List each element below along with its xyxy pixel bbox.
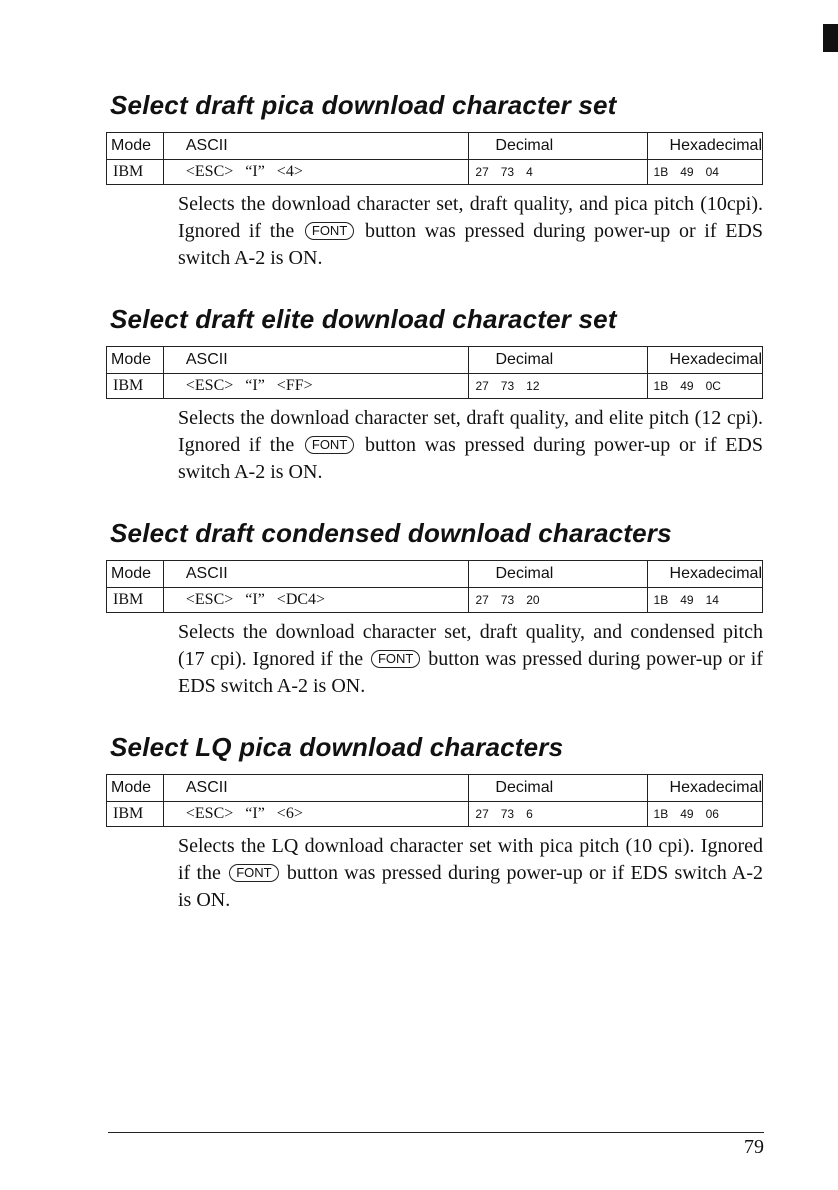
table-row	[107, 160, 763, 185]
header-decimal: Decimal	[469, 133, 647, 160]
table-header-row	[107, 561, 763, 588]
cell-ascii: <ESC> “I” <4>	[163, 160, 469, 185]
cell-ascii: <ESC> “I” <DC4>	[163, 588, 469, 613]
table-row	[107, 802, 763, 827]
header-hex: Hexadecimal	[647, 775, 762, 802]
header-hex: Hexadecimal	[647, 133, 762, 160]
header-decimal: Decimal	[469, 775, 647, 802]
header-ascii: ASCII	[163, 347, 469, 374]
font-button-icon: FONT	[305, 222, 354, 240]
section-heading: Select LQ pica download characters	[110, 732, 564, 762]
table-row	[107, 588, 763, 613]
cell-ascii: <ESC> “I” <FF>	[163, 374, 469, 399]
corner-mark	[823, 24, 838, 52]
font-button-icon: FONT	[229, 864, 278, 882]
section-heading: Select draft condensed download characters	[110, 518, 672, 548]
header-ascii: ASCII	[163, 133, 469, 160]
cell-decimal: 27 73 6	[469, 802, 647, 827]
table-header-row	[107, 133, 763, 160]
header-mode: Mode	[107, 347, 164, 374]
cell-mode: IBM	[107, 374, 164, 399]
cell-decimal: 27 73 20	[469, 588, 647, 613]
table-header-row	[107, 775, 763, 802]
header-decimal: Decimal	[469, 561, 647, 588]
cell-hex: 1B 49 06	[647, 802, 762, 827]
cell-hex: 1B 49 04	[647, 160, 762, 185]
section-description: Selects the download character set, draft quality, and condensed pitch (17 cpi). Ignored if the FONT button was pressed during power-up or if EDS switch A-2 is ON.	[178, 621, 763, 697]
footer-rule	[108, 1132, 764, 1133]
cell-decimal: 27 73 4	[469, 160, 647, 185]
section-description: Selects the download character set, draft quality, and elite pitch (12 cpi). Ignored if the FONT button was pressed during power-up or if EDS switch A-2 is ON.	[178, 407, 763, 483]
font-button-icon: FONT	[371, 650, 420, 668]
header-mode: Mode	[107, 561, 164, 588]
section-draft-condensed	[106, 518, 766, 700]
header-ascii: ASCII	[163, 775, 469, 802]
section-heading: Select draft pica download character set	[110, 90, 617, 120]
font-button-icon: FONT	[305, 436, 354, 454]
table-header-row	[107, 347, 763, 374]
header-decimal: Decimal	[469, 347, 647, 374]
cell-mode: IBM	[107, 802, 164, 827]
section-draft-elite	[106, 304, 766, 486]
section-description: Selects the download character set, draft quality, and pica pitch (10cpi). Ignored if the FONT button was pressed during power-up or if EDS switch A-2 is ON.	[178, 193, 763, 269]
cell-hex: 1B 49 0C	[647, 374, 762, 399]
page-number: 79	[744, 1136, 764, 1158]
section-heading: Select draft elite download character set	[110, 304, 617, 334]
cell-hex: 1B 49 14	[647, 588, 762, 613]
command-table	[106, 132, 763, 185]
header-hex: Hexadecimal	[647, 347, 762, 374]
header-mode: Mode	[107, 133, 164, 160]
cell-mode: IBM	[107, 160, 164, 185]
cell-mode: IBM	[107, 588, 164, 613]
command-table	[106, 560, 763, 613]
command-table	[106, 774, 763, 827]
cell-decimal: 27 73 12	[469, 374, 647, 399]
header-hex: Hexadecimal	[647, 561, 762, 588]
table-row	[107, 374, 763, 399]
cell-ascii: <ESC> “I” <6>	[163, 802, 469, 827]
header-mode: Mode	[107, 775, 164, 802]
section-draft-pica	[106, 90, 766, 272]
section-description: Selects the LQ download character set with pica pitch (10 cpi). Ignored if the FONT button was pressed during power-up or if EDS switch A-2 is ON.	[178, 835, 764, 911]
section-lq-pica	[106, 732, 766, 914]
command-table	[106, 346, 763, 399]
header-ascii: ASCII	[163, 561, 469, 588]
